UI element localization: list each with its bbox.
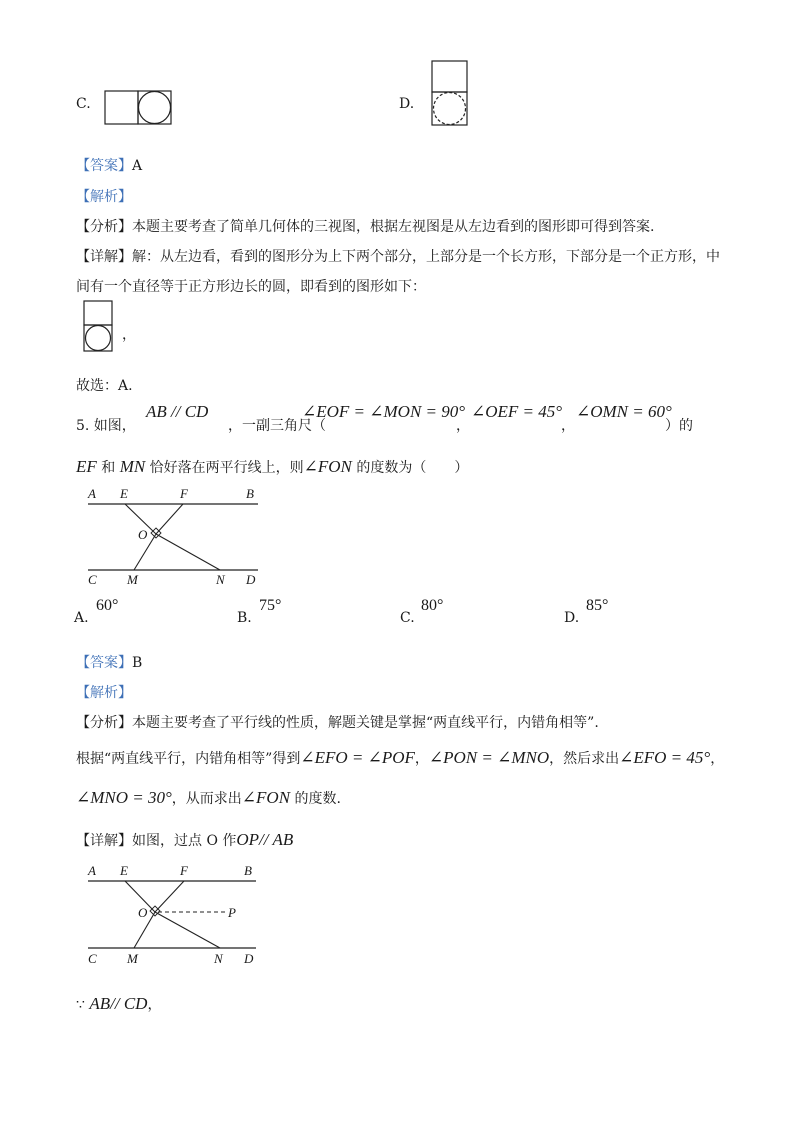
answer-value: B: [132, 655, 143, 671]
q4-choice: 故选：A.: [76, 378, 133, 394]
para2-math2: ∠FON: [241, 788, 291, 807]
q5-figure: [80, 484, 270, 590]
q5-sep2: ，: [561, 418, 575, 434]
label-F: F: [180, 863, 188, 878]
because-end: ，: [147, 997, 162, 1013]
q5-angle2: ∠OEF = 45°: [471, 402, 563, 421]
q5-stem-suffix: ）的: [665, 418, 693, 434]
para1-text-a: 根据“两直线平行，内错角相等”得到: [76, 751, 301, 767]
label-C: C: [88, 951, 97, 966]
q5-stem-line2: [76, 457, 468, 477]
q5-para1: [76, 748, 724, 768]
q4-answer-figure: [83, 300, 113, 352]
para2-text-a: ，从而求出: [171, 791, 242, 807]
label-C: C: [88, 572, 97, 587]
label-D: D: [246, 572, 256, 587]
q5-angle3: ∠OMN = 60°: [576, 402, 672, 421]
para1-text-c: ，然后求出: [549, 751, 620, 767]
label-B: B: [244, 863, 252, 878]
option-c-label: C.: [400, 610, 415, 626]
xiangjie-text: 如图，过点 O 作: [132, 833, 237, 849]
answer-tag: 【答案】: [76, 158, 132, 174]
label-D: D: [244, 951, 254, 966]
label-E: E: [120, 863, 128, 878]
label-E: E: [120, 486, 128, 501]
option-c-value: 80°: [421, 597, 444, 614]
q4-fenxi-line: [76, 216, 654, 236]
para1-math3: ∠EFO = 45°: [619, 748, 711, 767]
answer-value: A: [132, 158, 143, 174]
label-M: M: [127, 951, 138, 966]
para1-text-b: ，: [414, 751, 429, 767]
q5-solution-figure: [80, 860, 270, 970]
q5-answer-line: [76, 652, 142, 672]
option-c-label: C.: [76, 96, 91, 112]
q5-ef: EF: [76, 457, 97, 476]
answer-tag: 【答案】: [76, 655, 132, 671]
q5-ab-cd: AB // CD: [146, 402, 209, 421]
because-symbol: ∵: [76, 997, 85, 1013]
option-a-label: A.: [74, 610, 89, 626]
fenxi-text: 本题主要考查了平行线的性质，解题关键是掌握“两直线平行，内错角相等”.: [132, 715, 599, 731]
xiangjie-text: 解：从左边看，看到的图形分为上下两个部分，上部分是一个长方形，下部分是一个正方形，中: [132, 249, 720, 265]
fenxi-text: 本题主要考查了简单几何体的三视图，根据左视图是从左边看到的图形即可得到答案.: [132, 219, 655, 235]
q5-xiangjie-line: [76, 830, 293, 850]
para1-text-d: ，: [710, 751, 725, 767]
q4-answer-line: [76, 155, 142, 175]
label-O: O: [138, 527, 148, 542]
q5-line2-end: 的度数为（ ）: [356, 460, 469, 476]
label-M: M: [127, 572, 138, 587]
q5-stem-mid: ，一副三角尺（: [228, 418, 326, 434]
q4-xiangjie-line1: [76, 246, 720, 266]
label-A: A: [88, 486, 96, 501]
q5-fon: ∠FON: [303, 457, 352, 476]
label-O: O: [138, 905, 148, 920]
option-a-value: 60°: [96, 597, 119, 614]
fenxi-tag: 【分析】: [76, 219, 132, 235]
option-d-label: D.: [399, 96, 415, 112]
option-d-value: 85°: [586, 597, 609, 614]
label-N: N: [216, 572, 225, 587]
option-b-value: 75°: [259, 597, 282, 614]
label-N: N: [214, 951, 223, 966]
figure-comma: ，: [122, 327, 136, 343]
because-math: AB// CD: [89, 994, 148, 1013]
label-P: P: [228, 905, 236, 920]
q5-mn: MN: [119, 457, 146, 476]
xiangjie-tag: 【详解】: [76, 833, 132, 849]
option-d-label: D.: [564, 610, 580, 626]
label-A: A: [88, 863, 96, 878]
para1-math1: ∠EFO = ∠POF: [300, 748, 415, 767]
q5-line2-text: 恰好落在两平行线上，则: [149, 460, 304, 476]
option-b-label: B.: [237, 610, 252, 626]
fenxi-tag: 【分析】: [76, 715, 132, 731]
q5-para2: [76, 788, 341, 808]
xiangjie-tag: 【详解】: [76, 249, 132, 265]
analysis-tag: 【解析】: [76, 189, 132, 205]
q5-and: 和: [101, 460, 116, 476]
q4-xiangjie-line2: 间有一个直径等于正方形边长的圆，即看到的图形如下：: [76, 279, 426, 295]
para2-text-b: 的度数.: [294, 791, 341, 807]
because-line: [76, 994, 161, 1014]
q5-fenxi-line: [76, 712, 599, 732]
xiangjie-math: OP// AB: [236, 830, 294, 849]
option-d-figure: [431, 60, 469, 127]
para2-math1: ∠MNO = 30°: [76, 788, 172, 807]
q5-stem-prefix: 5. 如图，: [76, 418, 136, 434]
q5-angle1: ∠EOF = ∠MON = 90°: [302, 402, 466, 421]
label-B: B: [246, 486, 254, 501]
q5-sep1: ，: [456, 418, 470, 434]
analysis-tag: 【解析】: [76, 685, 132, 701]
para1-math2: ∠PON = ∠MNO: [428, 748, 550, 767]
label-F: F: [180, 486, 188, 501]
option-c-figure: [104, 90, 172, 126]
